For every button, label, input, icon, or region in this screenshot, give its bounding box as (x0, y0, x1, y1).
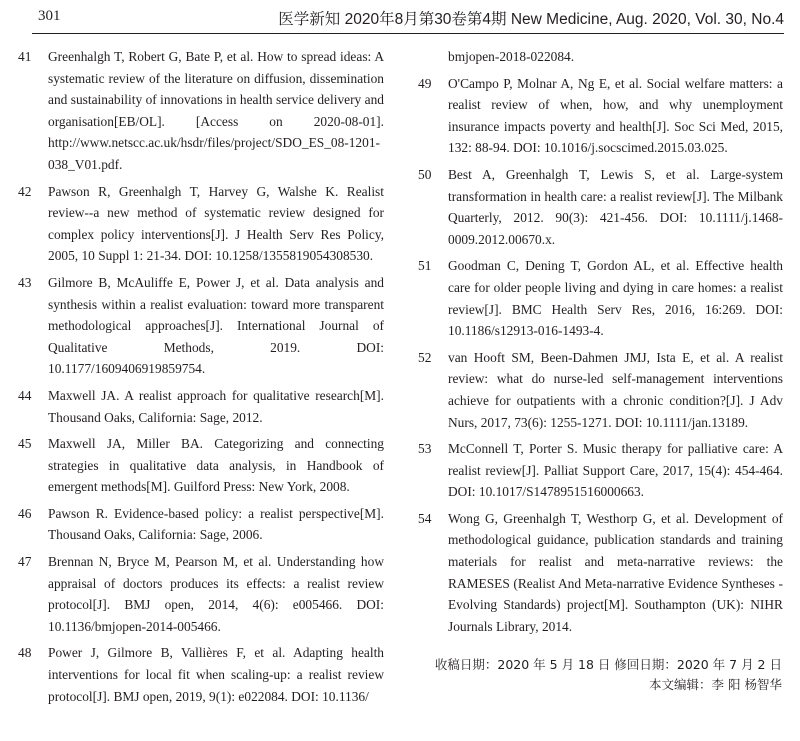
reference-text: van Hooft SM, Been-Dahmen JMJ, Ista E, et al. A realist review: what do nurse-led self-management interventions achieve for outpatients with a chronic condition?[J]. J Adv Nurs, 2017, 73(6): 1255-1271. DOI: 10.1111/jan.13189. (448, 349, 783, 430)
article-footer (435, 655, 782, 695)
reference-item (412, 255, 783, 341)
reference-number: 49 (418, 75, 432, 91)
reference-number: 41 (18, 49, 32, 64)
reference-number: 45 (18, 436, 32, 452)
reference-number: 46 (18, 505, 32, 521)
reference-text: Best A, Greenhalgh T, Lewis S, et al. Large-system transformation in health care: a realist review[J]. The Milbank Quarterly, 2012. 90(3): 421-456. DOI: 10.1111/j.1468-0009.2012.00670.x. (448, 166, 783, 247)
references-left-column (12, 46, 384, 712)
reference-number: 54 (418, 510, 432, 526)
reference-number: 53 (418, 441, 432, 457)
header-rule (32, 33, 784, 34)
reference-item (412, 164, 783, 250)
reference-number: 52 (418, 349, 432, 365)
journal-running-title: 医学新知 2020年8月第30卷第4期 New Medicine, Aug. 2020, Vol. 30, No.4 (278, 11, 784, 28)
received-revised-dates: 收稿日期：2020 年 5 月 18 日 修回日期：2020 年 7 月 2 日 (434, 657, 782, 672)
page-header (0, 0, 800, 38)
reference-text: Wong G, Greenhalgh T, Westhorp G, et al. Development of methodological guidance, publication standards and training materials for realist and meta-narrative reviews: the RAMESES (Realist And Meta-narrative Evidence Syntheses - Evolving Standards) project[M]. Southampton (UK): NIHR Journals Library, 2014. (448, 510, 783, 634)
reference-text: Pawson R, Greenhalgh T, Harvey G, Walshe K. Realist review--a new method of systematic review designed for complex policy interventions[J]. J Health Serv Res Policy, 2005, 10 Suppl 1: 21-34. DOI: 10.1258/1355819054308530. (48, 183, 384, 264)
reference-continuation (412, 46, 783, 68)
reference-number: 42 (18, 183, 32, 199)
reference-item (12, 551, 384, 637)
reference-item (12, 181, 384, 267)
reference-text: Maxwell JA, Miller BA. Categorizing and connecting strategies in qualitative data analysis, in Handbook of emergent methods[M]. Guilford Press: New York, 2008. (48, 436, 384, 495)
reference-item (12, 46, 384, 176)
reference-number: 51 (418, 258, 432, 274)
reference-item (412, 508, 783, 638)
reference-item (12, 272, 384, 380)
reference-item (12, 433, 384, 498)
reference-item (12, 385, 384, 428)
reference-item (12, 642, 384, 707)
reference-text: Goodman C, Dening T, Gordon AL, et al. Effective health care for older people living and dying in care homes: a realist review[J]. BMC Health Serv Res, 2016, 16:269. DOI: 10.1186/s12913-016-1493-4. (448, 258, 783, 339)
reference-text: Greenhalgh T, Robert G, Bate P, et al. How to spread ideas: A systematic review of the literature on diffusion, dissemination and sustainability of innovations in health service delivery and organisation[EB/OL]. [Access on 2020-08-01]. http://www.netscc.ac.uk/hsdr/files/project/SDO_ES_08-1201-038_V01.pdf. (48, 49, 384, 172)
reference-number: 47 (18, 554, 32, 570)
reference-text: O'Campo P, Molnar A, Ng E, et al. Social welfare matters: a realist review of when, how, and why unemployment insurance impacts poverty and health[J]. Soc Sci Med, 2015, 132: 88-94. DOI: 10.1016/j.socscimed.2015.03.025. (448, 75, 783, 156)
reference-text: bmjopen-2018-022084. (448, 49, 575, 64)
reference-number: 43 (18, 274, 32, 290)
reference-text: Maxwell JA. A realist approach for qualitative research[M]. Thousand Oaks, California: Sage, 2012. (48, 387, 384, 425)
article-editors: 本文编辑：李 阳 杨智华 (649, 677, 782, 692)
reference-item (412, 73, 783, 159)
references-right-column (412, 46, 783, 642)
reference-item (12, 503, 384, 546)
reference-number: 48 (18, 645, 32, 661)
reference-number: 44 (18, 387, 32, 403)
page-number: 301 (38, 8, 61, 24)
reference-item (412, 438, 783, 503)
reference-text: Pawson R. Evidence-based policy: a realist perspective[M]. Thousand Oaks, California: Sage, 2006. (48, 505, 384, 543)
reference-text: Brennan N, Bryce M, Pearson M, et al. Understanding how appraisal of doctors produces its effects: a realist review protocol[J]. BMJ open, 2014, 4(6): e005466. DOI: 10.1136/bmjopen-2014-005466. (48, 554, 384, 634)
reference-text: McConnell T, Porter S. Music therapy for palliative care: A realist review[J]. Palliat Support Care, 2017, 15(4): 454-464. DOI: 10.1017/S1478951516000663. (448, 441, 783, 500)
reference-text: Power J, Gilmore B, Vallières F, et al. Adapting health interventions for local fit when scaling-up: a realist review protocol[J]. BMJ open, 2019, 9(1): e022084. DOI: 10.1136/ (48, 645, 384, 704)
reference-item (412, 347, 783, 433)
reference-text: Gilmore B, McAuliffe E, Power J, et al. Data analysis and synthesis within a realist evaluation: toward more transparent methodological approaches[J]. International Journal of Qualitative Methods, 2019. DOI: 10.1177/1609406919859754. (48, 274, 384, 377)
reference-number: 50 (418, 166, 432, 182)
